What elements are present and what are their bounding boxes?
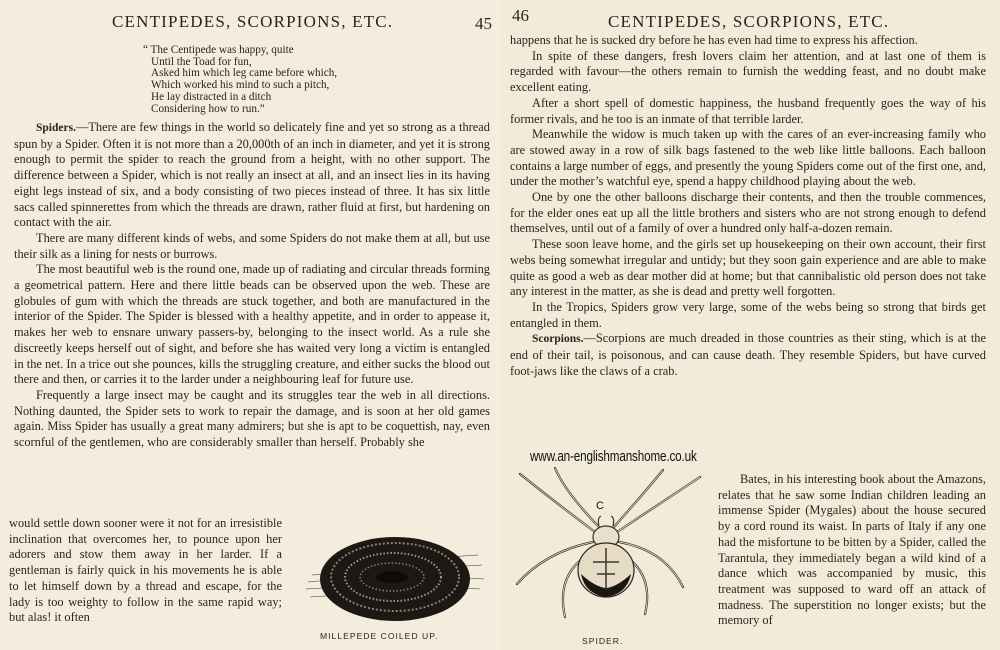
paragraph-continued: happens that he is sucked dry before he has even had time to express his affection. [510, 33, 918, 47]
paragraph: Frequently a large insect may be caught and its struggles tear the web in all directions. Nothing daunted, the Spider sets to work to repair the damage, and is soon at her old games again. Miss Spider has usually a great many admirers; but she is apt to be coquettish, nay, even scornful of the gentlemen, who are considerably smaller than herself. Probably she [14, 387, 490, 450]
body-text [510, 33, 986, 379]
paragraph: In spite of these dangers, fresh lovers claim her attention, and at last one of them is regarded with favour—the others remain to furnish the wedding feast, and no doubt make excellent eating. [510, 48, 986, 95]
paragraph: In the Tropics, Spiders grow very large, some of the webs being so strong that birds get entangled in them. [510, 299, 986, 330]
body-text-narrow [718, 472, 986, 629]
figure-caption: MILLEPEDE COILED UP. [320, 631, 439, 641]
paragraph: The most beautiful web is the round one, made up of radiating and circular threads forming a geometrical pattern. Here and there little beads can be observed upon the web. These are globules of gum with which the threads are stuck together, and both are manufactured in the interior of the Spider. The Spider is blessed with a healthy appetite, and in order to appease it, makes her web to ensnare unwary passers-by, belonging to the insect world. As a rule she discreetly keeps herself out of sight, and before she has waited very long a victim is entangled in the net. In a trice out she pounces, kills the struggling creature, and either sucks the blood out there and then, or carries it to the larder under a neighbouring leaf for future use. [14, 262, 490, 387]
paragraph-continued: would settle down sooner were it not for an irresistible inclination that overcomes her, to pounce upon her adorers and stow them away in her larder. If a gentleman is fairly quick in his movements he is able to let himself down by a thread and escape, for the lady is too weighty to follow in the same rapid way; but alas! it often [9, 516, 282, 625]
section-heading: Spiders. [36, 122, 76, 134]
paragraph: Meanwhile the widow is much taken up with the cares of an ever-increasing family who are stowed away in a row of silk bags fastened to the web like little balloons. Each balloon contains a large number of eggs, and presently the young Spiders come out of the first one, and, under the mother’s watchful eye, spend a happy childhood playing about the web. [510, 127, 986, 189]
verse-line: Which worked his mind to such a pitch, [151, 79, 330, 92]
paragraph-text: —Scorpions are much dreaded in those countries as their sting, which is at the end of their tail, is poisonous, and can cause death. They resemble Spiders, but have curved foot-jaws like the claws of a crab. [510, 331, 986, 378]
verse-line: “ The Centipede was happy, quite [143, 44, 294, 56]
verse-line: Asked him which leg came before which, [151, 67, 338, 80]
paragraph: These soon leave home, and the girls set up housekeeping on their own account, their first webs being somewhat irregular and untidy; but they soon gain experience and are able to make quite as good a web as dear mother did at home; but that cannibalistic old person does not take any interest in the matter, as she is dead and pretty well forgotten. [510, 237, 986, 299]
paragraph: There are many different kinds of webs, and some Spiders do not make them at all, but use their silk as a lining for nests or burrows. [14, 230, 490, 261]
verse-quote [143, 45, 337, 115]
verse-line: He lay distracted in a ditch [151, 90, 272, 103]
spider-illustration [505, 462, 705, 632]
verse-line: Considering how to run.” [151, 102, 265, 115]
paragraph: After a short spell of domestic happiness, the husband frequently goes the way of his former rivals, and he too is an inmate of that terrible larder. [510, 95, 986, 126]
paragraph: Bates, in his interesting book about the Amazons, relates that he saw some Indian children leading an immense Spider (Mygales) about the house secured by a cord round its waist. In parts of Italy if any one had the misfortune to be bitten by a Spider, called the Tarantula, they immediately began a wild kind of a dance which was accompanied by music, this treatment was supposed to ward off an attack of madness. The superstition no longer exists; but the memory of [718, 472, 986, 628]
body-text-narrow [9, 516, 282, 626]
figure-letter: C [596, 500, 604, 512]
millepede-illustration [300, 527, 490, 627]
paragraph: One by one the other balloons discharge their contents, and then the trouble commences, for the elder ones eat up all the little brothers and sisters who are not strong enough to defend themselves, until out of a family of over a hundred only half-a-dozen remain. [510, 190, 986, 236]
watermark: www.an-englishmanshome.co.uk [530, 448, 697, 465]
page-number: 45 [475, 14, 492, 33]
body-text [14, 120, 490, 451]
verse-line: Until the Toad for fun, [151, 55, 252, 68]
paragraph-spiders [14, 120, 490, 231]
paragraph-text: —There are few things in the world so delicately fine and yet so strong as a thread spun by a Spider. Often it is not more than a 20,000th of an inch in diameter, and yet it is strong enough to permit the spider to reach the ground from a height, with no other support. The difference between a Spider, which is not really an insect at all, and an insect lies in its having eight legs instead of six, and a body consisting of two pieces instead of three. It has six little sacs called spinnerettes from which the threads are drawn, rather fluid at first, but hardening on contact with the air. [14, 120, 490, 230]
figure-caption: SPIDER. [582, 636, 624, 646]
running-head: CENTIPEDES, SCORPIONS, ETC. [112, 12, 394, 31]
page-number: 46 [512, 6, 529, 25]
section-heading: Scorpions. [532, 333, 584, 346]
paragraph-scorpions [510, 331, 986, 379]
running-head: CENTIPEDES, SCORPIONS, ETC. [608, 12, 890, 31]
